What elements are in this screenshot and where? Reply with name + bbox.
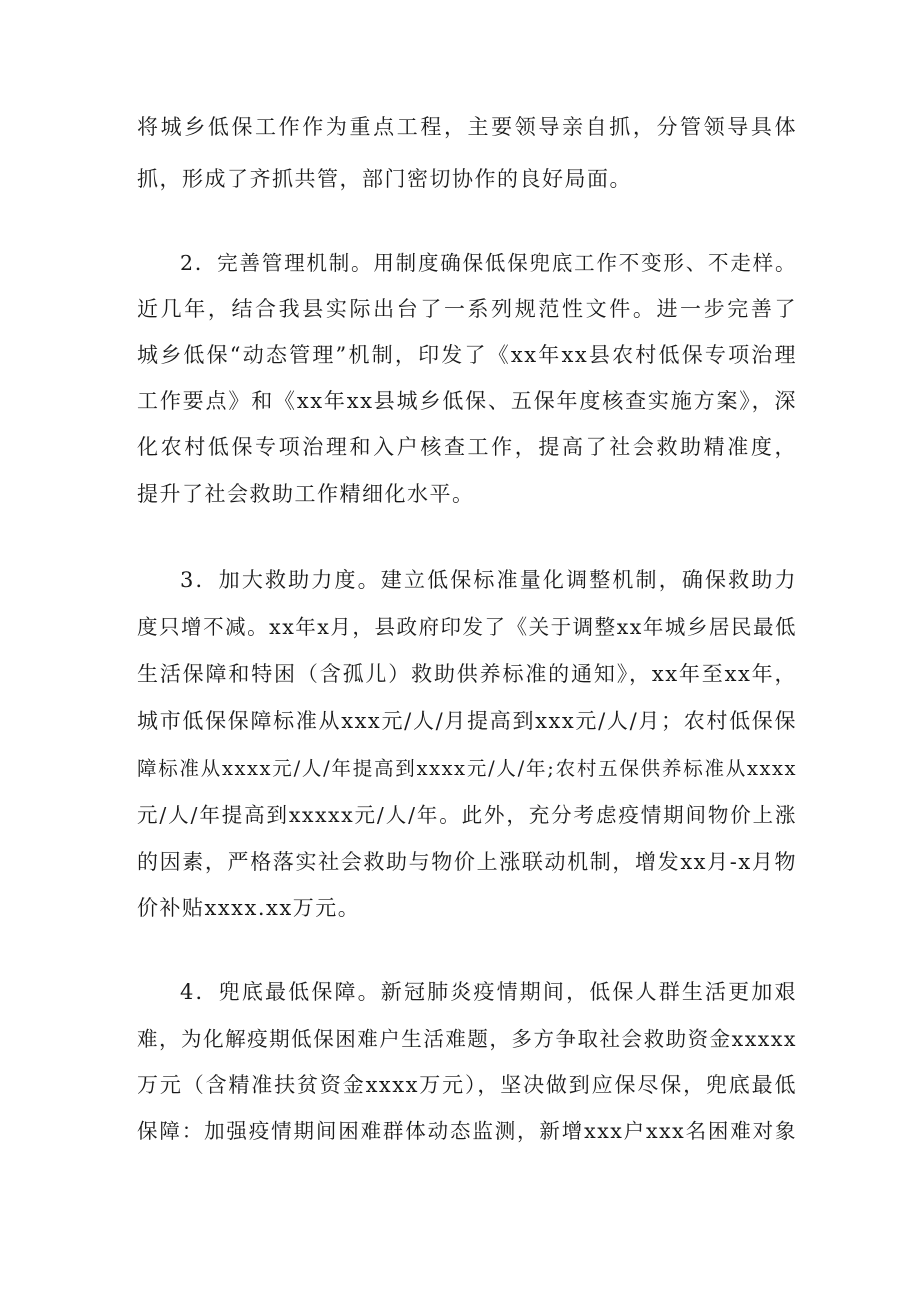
paragraph-3-line-3: 生活保障和特困（含孤儿）救助供养标准的通知》，xx年至xx年， [137,662,797,686]
paragraph-3-line-4: 城市低保保障标准从xxx元/人/月提高到xxx元/人/月；农村低保保 [137,709,797,733]
paragraph-3-line-8: 价补贴xxxx.xx万元。 [137,896,361,920]
paragraph-1-line-2: 抓，形成了齐抓共管，部门密切协作的良好局面。 [137,167,632,191]
paragraph-3-line-1: 3．加大救助力度。建立低保标准量化调整机制，确保救助力 [180,568,797,592]
paragraph-4-line-4: 保障：加强疫情期间困难群体动态监测，新增xxx户xxx名困难对象 [137,1119,797,1143]
paragraph-4-line-3: 万元（含精准扶贫资金xxxx万元），坚决做到应保尽保，兜底最低 [137,1073,797,1097]
paragraph-4-line-2: 难，为化解疫期低保困难户生活难题，多方争取社会救助资金xxxxx [137,1027,797,1051]
paragraph-1-line-1: 将城乡低保工作作为重点工程，主要领导亲自抓，分管领导具体 [137,115,797,139]
paragraph-3-line-7: 的因素，严格落实社会救助与物价上涨联动机制，增发xx月-x月物 [137,850,797,874]
paragraph-2-line-1: 2．完善管理机制。用制度确保低保兜底工作不变形、不走样。 [180,251,797,275]
paragraph-2-line-3: 城乡低保“动态管理”机制，印发了《xx年xx县农村低保专项治理 [137,343,797,367]
paragraph-3-line-6: 元/人/年提高到xxxxx元/人/年。此外，充分考虑疫情期间物价上涨 [137,803,797,827]
paragraph-2-line-2: 近几年，结合我县实际出台了一系列规范性文件。进一步完善了 [137,297,797,321]
paragraph-4-line-1: 4．兜底最低保障。新冠肺炎疫情期间，低保人群生活更加艰 [180,980,797,1004]
paragraph-2-line-6: 提升了社会救助工作精细化水平。 [137,482,475,506]
paragraph-2-line-4: 工作要点》和《xx年xx县城乡低保、五保年度核查实施方案》，深 [137,389,797,413]
paragraph-3-line-5: 障标准从xxxx元/人/年提高到xxxx元/人/年;农村五保供养标准从xxxx [137,757,797,780]
paragraph-2-line-5: 化农村低保专项治理和入户核查工作，提高了社会救助精准度， [137,435,797,459]
paragraph-3-line-2: 度只增不减。xx年x月，县政府印发了《关于调整xx年城乡居民最低 [137,615,797,639]
